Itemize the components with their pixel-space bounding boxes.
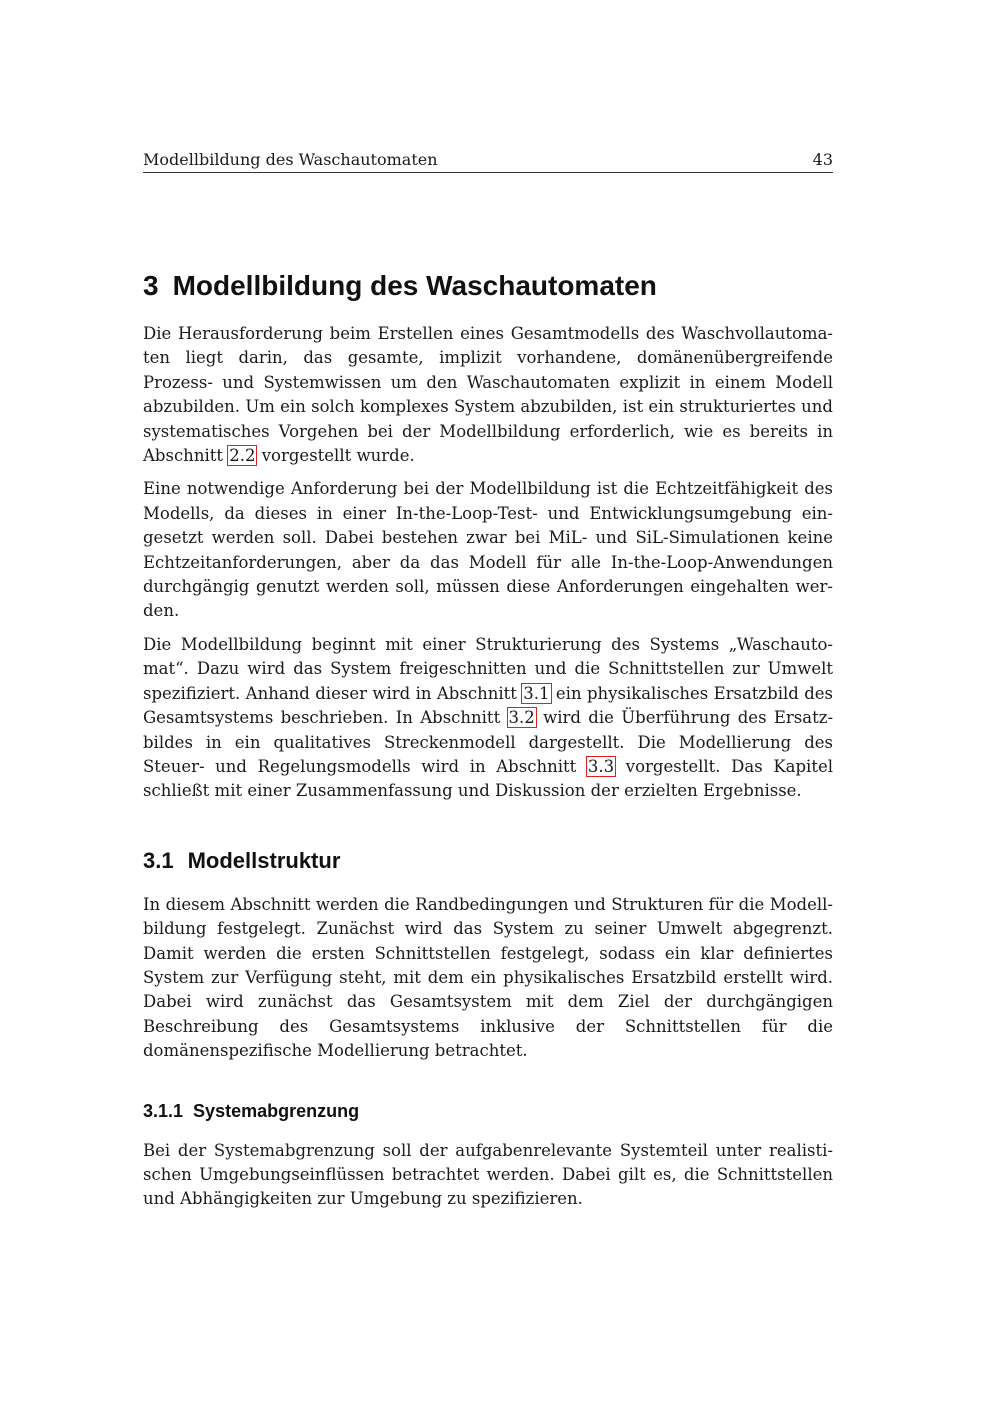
- page-number: 43: [812, 150, 833, 169]
- paragraph: [143, 322, 833, 468]
- paragraph: [143, 633, 833, 804]
- paragraph-text: Die Herausforderung beim Erstellen eines Gesamtmodells des Waschvollautomaten liegt darin, das gesamte, implizit vorhandene, domänenübergreifende Prozess- und Systemwissen um den Waschautomaten explizit in einem Modell abzubilden. Um ein solch komplexes System abzubilden, ist ein strukturiertes und systematisches Vorgehen bei der Modellbildung erforderlich, wie es bereits in Abschnitt: [143, 324, 833, 466]
- chapter-title: Modellbildung des Waschautomaten: [172, 270, 657, 301]
- paragraph-text: vorgestellt. Das Kapitel schließt mit einer Zusammenfassung und Diskussion der erzielten Ergebnisse.: [143, 756, 833, 801]
- section-ref-link[interactable]: 3.1: [523, 683, 550, 703]
- running-title: Modellbildung des Waschautomaten: [143, 150, 438, 169]
- paragraph: [143, 477, 833, 623]
- paragraph-text: ein physikalisches Ersatzbild des Gesamtsystems beschrieben. In Abschnitt: [143, 683, 833, 728]
- section-ref-link[interactable]: 3.3: [587, 756, 615, 776]
- paragraph-text: Die Modellbildung beginnt mit einer Strukturierung des Systems „Waschautomat“. Dazu wird das System freigeschnitten und die Schnittstellen zur Umwelt spezifiziert. Anhand dieser wird in Abschnitt: [143, 634, 833, 703]
- paragraph: [143, 893, 833, 1064]
- subsection-heading: [143, 1098, 833, 1124]
- section-title: Modellstruktur: [187, 847, 341, 873]
- subsection-number: 3.1.1: [143, 1100, 184, 1121]
- paragraph-text: wird die Überführung des Ersatzbildes in ein qualitatives Streckenmodell dargestellt. Die Modellierung des Steuer- und Regelungsmodells wird in Abschnitt: [143, 708, 834, 776]
- paragraph-text: Bei der Systemabgrenzung soll der aufgabenrelevante Systemteil unter realistischen Umgebungseinflüssen betrachtet werden. Dabei gilt es, die Schnittstellen und Abhängigkeiten zur Umgebung zu spezifizieren.: [143, 1140, 833, 1209]
- running-header: [143, 148, 833, 173]
- section-heading: [143, 846, 833, 876]
- section-ref-link[interactable]: 3.2: [508, 708, 535, 728]
- main-content: [143, 268, 833, 1221]
- section-ref-link[interactable]: 2.2: [229, 446, 256, 466]
- subsection-title: Systemabgrenzung: [193, 1100, 360, 1121]
- paragraph-text: In diesem Abschnitt werden die Randbedingungen und Strukturen für die Modellbildung festgelegt. Zunächst wird das System zu seiner Umwelt abgegrenzt. Damit werden die ersten Schnittstellen festgelegt, sodass ein klar definiertes System zur Verfügung steht, mit dem ein physikalisches Ersatzbild erstellt wird. Dabei wird zunächst das Gesamtsystem mit dem Ziel der durchgängigen Beschreibung des Gesamtsystems inklusive der Schnittstellen für die domänenspezifische Modellierung betrachtet.: [143, 894, 833, 1061]
- chapter-heading: [143, 268, 833, 304]
- paragraph-text: vorgestellt wurde.: [256, 446, 415, 466]
- paragraph-text: Eine notwendige Anforderung bei der Modellbildung ist die Echtzeitfähigkeit des Modells, da dieses in einer In-the-Loop-Test- und Entwicklungsumgebung eingesetzt werden soll. Dabei bestehen zwar bei MiL- und SiL-Simulationen keine Echtzeitanforderungen, aber da das Modell für alle In-the-Loop-Anwendungen durchgängig genutzt werden soll, müssen diese Anforderungen eingehalten werden.: [143, 479, 833, 621]
- paragraph: [143, 1139, 833, 1212]
- chapter-number: 3: [143, 270, 159, 301]
- section-number: 3.1: [143, 847, 174, 873]
